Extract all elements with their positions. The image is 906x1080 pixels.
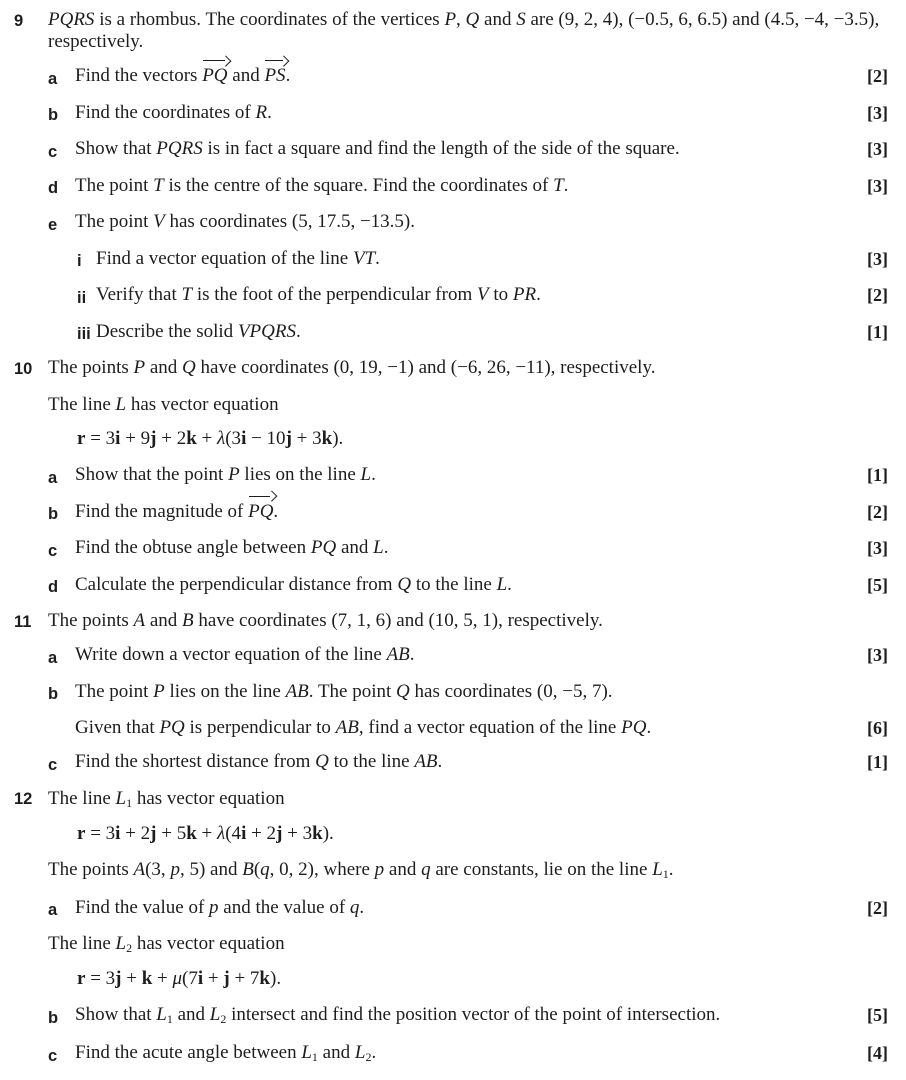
text-segment: . [371,464,376,485]
subpart-text [96,284,848,309]
question-part-d [48,175,888,200]
text-segment: is perpendicular to [185,717,336,738]
text-segment: j [150,428,156,449]
text-segment: The points [48,859,134,880]
vector-with-arrow: PQ [248,501,273,523]
part-label: b [48,501,75,526]
text-segment: + 7 [230,968,260,989]
text-segment: λ [217,823,225,844]
question-intro-line [48,610,888,632]
marks-badge: [2] [848,65,888,90]
text-segment: AB [387,644,410,665]
part-label: c [48,138,75,163]
text-segment: lies on the line [165,681,286,702]
text-segment: ). [270,968,281,989]
line2-statement [48,933,888,959]
text-segment: k [186,428,197,449]
text-segment: L [497,574,508,595]
part-text [75,644,848,669]
part-text [75,138,848,163]
subpart-text [96,248,848,273]
text-segment: P [444,9,456,30]
vector-equation [48,428,888,450]
text-segment: Calculate the perpendicular distance from [75,574,397,595]
text-segment: and [336,537,373,558]
text-segment: P [228,464,240,485]
question-body [48,610,888,788]
marks-badge: [3] [848,537,888,562]
text-segment: = 3 [85,428,115,449]
text-segment: The line [48,788,116,809]
text-segment: Given that [75,717,159,738]
line-statement [48,394,888,416]
part-text [75,464,848,489]
text-segment: . [564,175,569,196]
part-text [75,897,848,922]
marks-badge: [3] [848,138,888,163]
text-segment: Find the shortest distance from [75,751,315,772]
text-segment: 1 [126,796,132,810]
question-intro-line [48,31,888,53]
text-segment: PR [513,284,536,305]
text-segment: Find a vector equation of the line [96,248,353,269]
text-segment: P [134,357,146,378]
text-segment: and [145,357,182,378]
text-segment: k [312,823,323,844]
text-segment: (4 [225,823,241,844]
subpart-label: ii [77,284,96,309]
text-segment: p [170,859,180,880]
text-segment: are constants, lie on the line [431,859,653,880]
question-part-c [48,751,888,776]
part-label: b [48,681,75,706]
question-part-b [48,1004,888,1030]
subpart-text [96,321,848,346]
text-segment: 1 [167,1012,173,1026]
text-segment: PQ [311,537,336,558]
question-intro-line [48,357,888,379]
question-part-e-ii [77,284,888,309]
text-segment: . [273,501,278,522]
part-label: d [48,175,75,200]
text-segment: = 3 [85,823,115,844]
part-text [75,574,848,599]
text-segment: Q [396,681,410,702]
part-text [75,1042,848,1068]
text-segment: (3, [145,859,170,880]
text-segment: The point [75,211,153,232]
vector-with-arrow: PQ [202,65,227,87]
marks-badge: [1] [848,464,888,489]
text-segment: i [198,968,203,989]
text-segment: to the line [411,574,496,595]
question-number: 9 [14,9,48,357]
text-segment: Q [315,751,329,772]
vector-equation-l2 [48,968,888,990]
text-segment: L [116,394,127,415]
text-segment: Q [182,357,196,378]
text-segment: S [516,9,526,30]
text-segment: + [197,428,217,449]
text-segment: T [181,284,192,305]
question-part-c [48,138,888,163]
text-segment: V [477,284,489,305]
part-text [75,717,848,739]
text-segment: (3 [225,428,241,449]
text-segment: T [153,175,164,196]
text-segment: ). [323,823,334,844]
text-segment: ( [254,859,260,880]
text-segment: + 3 [292,428,322,449]
question-9 [14,9,888,357]
text-segment: L [373,537,384,558]
part-label: b [48,1004,75,1030]
part-text [75,65,848,90]
text-segment: V [153,211,165,232]
text-segment: p [375,859,385,880]
marks-badge: [2] [848,501,888,526]
text-segment: . [646,717,651,738]
part-label: d [48,574,75,599]
part-text [75,501,848,526]
question-part-a [48,644,888,669]
text-segment: AB [414,751,437,772]
text-segment: 2 [365,1050,371,1064]
text-segment: , 5) and [180,859,242,880]
question-part-e [48,211,888,236]
text-segment: has vector equation [132,788,284,809]
text-segment: The point [75,681,153,702]
text-segment: PQ [621,717,646,738]
text-segment: and [479,9,516,30]
question-12 [14,788,888,1080]
text-segment: i [241,823,246,844]
text-segment: Show that [75,138,156,159]
text-segment: is the foot of the perpendicular from [192,284,477,305]
text-segment: ). [332,428,343,449]
text-segment: and [384,859,421,880]
text-segment: VT [353,248,375,269]
question-part-b [48,501,888,526]
text-segment: has coordinates (5, 17.5, −13.5). [165,211,415,232]
text-segment: R [255,102,267,123]
text-segment: L [361,464,372,485]
text-segment: and [173,1004,210,1025]
text-segment: j [276,823,282,844]
text-segment: 2 [220,1012,226,1026]
text-segment: + 5 [156,823,186,844]
part-text [75,211,848,236]
text-segment: T [553,175,564,196]
text-segment: Q [397,574,411,595]
text-segment: μ [173,968,183,989]
text-segment: Describe the solid [96,321,238,342]
text-segment: + 2 [156,428,186,449]
question-10 [14,357,888,610]
text-segment: + [203,968,223,989]
text-segment: has vector equation [132,933,284,954]
text-segment: L [156,1004,167,1025]
text-segment: . The point [309,681,396,702]
marks-badge: [3] [848,644,888,669]
text-segment: Write down a vector equation of the line [75,644,387,665]
text-segment: i [241,428,246,449]
text-segment: L [116,933,127,954]
text-segment: P [153,681,165,702]
question-part-e-iii [77,321,888,346]
text-segment: and [228,65,265,86]
question-number: 11 [14,610,48,788]
text-segment: i [115,823,120,844]
marks-badge: [5] [848,574,888,599]
text-segment: Find the obtuse angle between [75,537,311,558]
text-segment: Show that [75,1004,156,1025]
text-segment: . [296,321,301,342]
part-label: a [48,464,75,489]
text-segment: B [182,610,194,631]
text-segment: . [536,284,541,305]
text-segment: − 10 [246,428,285,449]
text-segment: The points [48,610,134,631]
text-segment: . [507,574,512,595]
marks-badge: [5] [848,1004,888,1030]
text-segment: + 2 [246,823,276,844]
text-segment: p [209,897,219,918]
text-segment: have coordinates (7, 1, 6) and (10, 5, 1), respectively. [194,610,603,631]
text-segment: . [438,751,443,772]
marks-badge: [2] [848,897,888,922]
marks-badge: [3] [848,248,888,273]
text-segment: and [318,1042,355,1063]
text-segment: AB [336,717,359,738]
text-segment: r [77,823,85,844]
text-segment: has vector equation [126,394,278,415]
vector-with-arrow: PS [264,65,285,87]
text-segment: have coordinates (0, 19, −1) and (−6, 26, −11), respectively. [196,357,656,378]
text-segment: Find the acute angle between [75,1042,301,1063]
text-segment: q [421,859,431,880]
part-text [75,751,848,776]
question-part-c [48,1042,888,1068]
question-intro-line [48,9,888,31]
text-segment: is the centre of the square. Find the coordinates of [164,175,553,196]
text-segment: . [267,102,272,123]
text-segment: + 3 [282,823,312,844]
text-segment: L [116,788,127,809]
subpart-label: i [77,248,96,273]
part-label: b [48,102,75,127]
text-segment: Find the coordinates of [75,102,255,123]
text-segment: has coordinates (0, −5, 7). [410,681,613,702]
marks-badge: [3] [848,175,888,200]
question-intro-line [48,788,888,814]
text-segment: The line [48,394,116,415]
question-11 [14,610,888,788]
text-segment: , find a vector equation of the line [359,717,621,738]
text-segment: + 9 [120,428,150,449]
text-segment: k [186,823,197,844]
text-segment: is in fact a square and find the length of the side of the square. [203,138,680,159]
part-label [48,717,75,739]
text-segment: lies on the line [240,464,361,485]
question-part-c [48,537,888,562]
text-segment: j [223,968,229,989]
text-segment: respectively. [48,31,143,52]
text-segment: r [77,968,85,989]
text-segment: to the line [329,751,414,772]
text-segment: are (9, 2, 4), (−0.5, 6, 6.5) and (4.5, −4, −3.5), [526,9,880,30]
text-segment: The point [75,175,153,196]
text-segment: + [152,968,172,989]
text-segment: is a rhombus. The coordinates of the vertices [94,9,444,30]
question-part-a [48,464,888,489]
text-segment: A [134,610,146,631]
text-segment: AB [286,681,309,702]
text-segment: 2 [126,941,132,955]
text-segment: to [489,284,513,305]
marks-badge [848,211,888,236]
question-body [48,357,888,610]
text-segment: 1 [312,1050,318,1064]
text-segment: L [210,1004,221,1025]
marks-badge: [1] [848,321,888,346]
text-segment: + [121,968,141,989]
text-segment: VPQRS [238,321,296,342]
text-segment: j [286,428,292,449]
part-text [75,1004,848,1030]
text-segment: B [242,859,254,880]
text-segment: The line [48,933,116,954]
text-segment: . [410,644,415,665]
part-label: a [48,644,75,669]
text-segment: j [115,968,121,989]
points-statement [48,859,888,885]
text-segment: PQ [159,717,184,738]
part-label: c [48,1042,75,1068]
text-segment: . [375,248,380,269]
text-segment: PQRS [48,9,94,30]
text-segment: . [669,859,674,880]
text-segment: (7 [182,968,198,989]
text-segment: j [150,823,156,844]
marks-badge: [6] [848,717,888,739]
question-number: 10 [14,357,48,610]
text-segment: = 3 [85,968,115,989]
question-part-b-line-2 [48,717,888,739]
text-segment: . [359,897,364,918]
part-label: a [48,65,75,90]
text-segment: L [652,859,663,880]
text-segment: L [301,1042,312,1063]
question-part-b-line-1 [48,681,888,706]
text-segment: L [355,1042,366,1063]
text-segment: Q [466,9,480,30]
text-segment: and [145,610,182,631]
part-text [75,175,848,200]
question-body [48,9,888,357]
question-number: 12 [14,788,48,1080]
part-label: c [48,751,75,776]
part-label: a [48,897,75,922]
subpart-label: iii [77,321,96,346]
question-part-a [48,65,888,90]
text-segment: intersect and find the position vector of the point of intersection. [226,1004,720,1025]
question-part-b [48,102,888,127]
text-segment: Find the vectors [75,65,202,86]
text-segment: , [456,9,466,30]
marks-badge: [1] [848,751,888,776]
text-segment: Verify that [96,284,181,305]
text-segment: λ [217,428,225,449]
question-part-e-i [77,248,888,273]
text-segment: Find the value of [75,897,209,918]
text-segment: k [259,968,270,989]
question-part-d [48,574,888,599]
marks-badge [848,681,888,706]
text-segment: + 2 [120,823,150,844]
part-text [75,681,848,706]
marks-badge: [3] [848,102,888,127]
text-segment: The points [48,357,134,378]
text-segment: PQRS [156,138,202,159]
question-body [48,788,888,1080]
marks-badge: [4] [848,1042,888,1068]
text-segment: . [286,65,291,86]
part-text [75,537,848,562]
text-segment: + [197,823,217,844]
text-segment: and the value of [219,897,350,918]
text-segment: k [322,428,333,449]
vector-equation-l1 [48,823,888,845]
text-segment: . [371,1042,376,1063]
text-segment: q [350,897,360,918]
part-label: e [48,211,75,236]
marks-badge: [2] [848,284,888,309]
question-part-a [48,897,888,922]
text-segment: q [260,859,270,880]
text-segment: r [77,428,85,449]
part-label: c [48,537,75,562]
text-segment: Find the magnitude of [75,501,248,522]
part-text [75,102,848,127]
text-segment: Show that the point [75,464,228,485]
text-segment: A [134,859,146,880]
text-segment: . [384,537,389,558]
text-segment: 1 [663,867,669,881]
text-segment: , 0, 2), where [270,859,375,880]
text-segment: i [115,428,120,449]
text-segment: k [142,968,153,989]
